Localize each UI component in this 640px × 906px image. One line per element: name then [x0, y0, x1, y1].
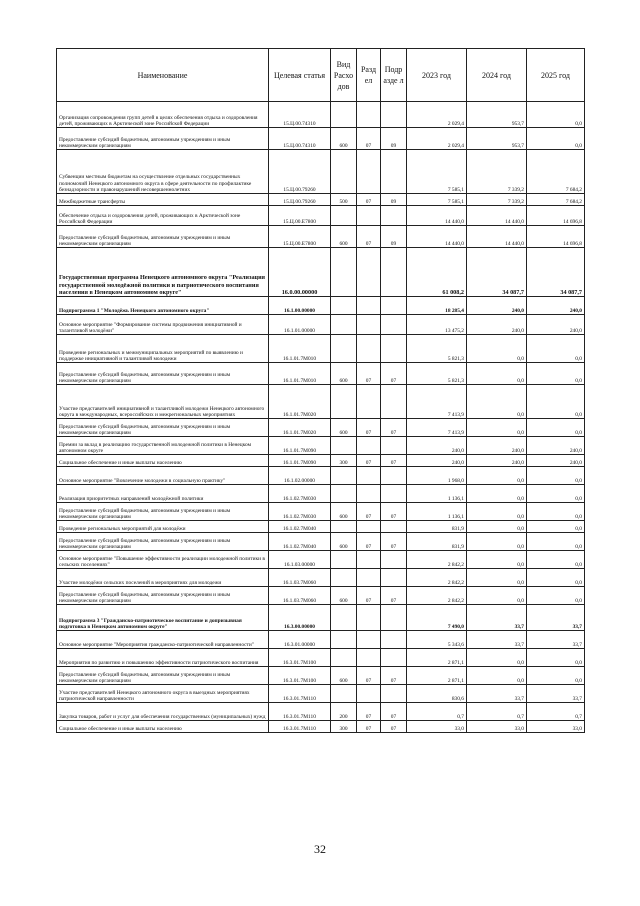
row-target-cell: 16.1.01.00000	[269, 315, 331, 335]
row-target-cell: 16.3.01.7М100	[269, 667, 331, 685]
col-2025-header: 2025 год	[527, 49, 585, 102]
row-rz-cell	[357, 631, 381, 649]
row-2025-cell: 0,0	[527, 128, 585, 150]
table-row	[57, 533, 585, 551]
row-vr-cell	[331, 248, 357, 297]
row-2024-cell: 953,7	[467, 102, 527, 128]
row-2023-cell: 1 136,1	[407, 503, 467, 521]
row-2025-cell: 0,0	[527, 521, 585, 533]
row-2024-cell: 0,0	[467, 335, 527, 363]
row-2025-cell: 33,0	[527, 721, 585, 733]
col-pr-header: Подр азде л	[381, 49, 407, 102]
table-row	[57, 467, 585, 485]
row-vr-cell	[331, 485, 357, 503]
row-target-cell: 16.1.01.7М090	[269, 455, 331, 467]
row-vr-cell: 600	[331, 533, 357, 551]
row-2025-cell: 0,0	[527, 551, 585, 569]
row-2024-cell: 33,0	[467, 721, 527, 733]
row-2023-cell: 5 343,6	[407, 631, 467, 649]
row-2024-cell: 0,0	[467, 569, 527, 587]
row-target-cell: 16.1.02.7М040	[269, 533, 331, 551]
row-name-cell: Предоставление субсидий бюджетным, автономным учреждениям и иным некоммерческим организациям	[57, 587, 269, 605]
row-rz-cell: 07	[357, 503, 381, 521]
row-pr-cell: 07	[381, 363, 407, 385]
row-vr-cell: 300	[331, 455, 357, 467]
row-pr-cell	[381, 335, 407, 363]
row-pr-cell	[381, 150, 407, 194]
table-row	[57, 206, 585, 226]
row-2023-cell: 2 029,4	[407, 128, 467, 150]
row-2025-cell: 240,0	[527, 297, 585, 315]
row-2024-cell: 0,0	[467, 667, 527, 685]
table-row	[57, 721, 585, 733]
row-rz-cell: 07	[357, 363, 381, 385]
row-rz-cell	[357, 315, 381, 335]
row-rz-cell: 07	[357, 455, 381, 467]
row-name-cell: Социальное обеспечение и иные выплаты населению	[57, 455, 269, 467]
row-pr-cell	[381, 206, 407, 226]
table-row	[57, 631, 585, 649]
row-2023-cell: 830,6	[407, 685, 467, 703]
row-target-cell: 15.Ц.00.74310	[269, 102, 331, 128]
row-2025-cell: 0,0	[527, 335, 585, 363]
row-2024-cell: 7 339,2	[467, 194, 527, 206]
row-2023-cell: 7 413,9	[407, 385, 467, 419]
row-2023-cell: 2 871,1	[407, 667, 467, 685]
row-rz-cell	[357, 649, 381, 667]
row-2025-cell: 33,7	[527, 685, 585, 703]
row-vr-cell	[331, 297, 357, 315]
row-2023-cell: 1 136,1	[407, 485, 467, 503]
page-number: 32	[314, 842, 326, 856]
table-row	[57, 297, 585, 315]
row-pr-cell	[381, 521, 407, 533]
row-2025-cell: 33,7	[527, 631, 585, 649]
row-pr-cell	[381, 685, 407, 703]
row-name-cell: Основное мероприятие "Повышение эффективности реализации молодежной политики в сельских поселениях"	[57, 551, 269, 569]
table-row	[57, 385, 585, 419]
row-2024-cell: 0,0	[467, 485, 527, 503]
row-2023-cell: 18 285,4	[407, 297, 467, 315]
row-target-cell: 16.1.01.7М020	[269, 419, 331, 437]
row-vr-cell: 600	[331, 128, 357, 150]
col-rz-header: Разд ел	[357, 49, 381, 102]
row-2023-cell: 7 585,1	[407, 150, 467, 194]
table-row	[57, 315, 585, 335]
row-vr-cell	[331, 631, 357, 649]
row-rz-cell: 07	[357, 533, 381, 551]
row-pr-cell: 07	[381, 721, 407, 733]
table-row	[57, 226, 585, 248]
row-target-cell: 16.0.00.00000	[269, 248, 331, 297]
row-pr-cell	[381, 437, 407, 455]
row-name-cell: Обеспечение отдыха и оздоровления детей, проживающих в Арктической зоне Российской Федерации	[57, 206, 269, 226]
row-rz-cell	[357, 437, 381, 455]
row-rz-cell	[357, 569, 381, 587]
table-row	[57, 587, 585, 605]
row-rz-cell: 07	[357, 703, 381, 721]
row-pr-cell	[381, 485, 407, 503]
row-pr-cell	[381, 248, 407, 297]
row-vr-cell: 300	[331, 721, 357, 733]
row-2025-cell: 0,0	[527, 419, 585, 437]
row-2023-cell: 14 440,0	[407, 226, 467, 248]
row-2025-cell: 0,0	[527, 503, 585, 521]
row-pr-cell: 07	[381, 419, 407, 437]
row-pr-cell: 07	[381, 533, 407, 551]
row-2025-cell: 0,0	[527, 649, 585, 667]
row-name-cell: Основное мероприятие "Мероприятия гражданско-патриотической направленности"	[57, 631, 269, 649]
table-row	[57, 521, 585, 533]
row-rz-cell	[357, 248, 381, 297]
row-2023-cell: 0,7	[407, 703, 467, 721]
row-name-cell: Мероприятия по развитию и повышению эффективности патриотического воспитания	[57, 649, 269, 667]
table-row	[57, 569, 585, 587]
row-2024-cell: 14 440,0	[467, 226, 527, 248]
table-row	[57, 102, 585, 128]
row-2023-cell: 5 821,3	[407, 363, 467, 385]
row-vr-cell: 500	[331, 194, 357, 206]
row-2025-cell: 0,0	[527, 569, 585, 587]
table-row	[57, 485, 585, 503]
row-2024-cell: 7 339,2	[467, 150, 527, 194]
row-pr-cell: 07	[381, 667, 407, 685]
row-name-cell: Предоставление субсидий бюджетным, автономным учреждениям и иным некоммерческим организациям	[57, 226, 269, 248]
row-pr-cell	[381, 315, 407, 335]
row-target-cell: 15.Ц.00.79260	[269, 150, 331, 194]
row-pr-cell: 09	[381, 128, 407, 150]
row-vr-cell	[331, 521, 357, 533]
table-row	[57, 248, 585, 297]
row-2023-cell: 5 821,3	[407, 335, 467, 363]
row-2023-cell: 2 871,1	[407, 649, 467, 667]
row-vr-cell	[331, 385, 357, 419]
row-name-cell: Участие представителей Ненецкого автономного округа в выездных мероприятиях патриотической направленности	[57, 685, 269, 703]
table-row	[57, 363, 585, 385]
row-pr-cell: 07	[381, 503, 407, 521]
row-2023-cell: 7 585,1	[407, 194, 467, 206]
row-name-cell: Участие молодёжи сельских поселений в мероприятиях для молодежи	[57, 569, 269, 587]
row-name-cell: Основное мероприятие "Вовлечение молодежи в социальную практику"	[57, 467, 269, 485]
row-name-cell: Межбюджетные трансферты	[57, 194, 269, 206]
row-rz-cell: 07	[357, 128, 381, 150]
row-pr-cell	[381, 297, 407, 315]
row-vr-cell: 600	[331, 667, 357, 685]
row-2023-cell: 33,0	[407, 721, 467, 733]
row-pr-cell	[381, 605, 407, 631]
row-name-cell: Предоставление субсидий бюджетным, автономным учреждениям и иным некоммерческим организациям	[57, 128, 269, 150]
row-pr-cell	[381, 551, 407, 569]
row-rz-cell	[357, 551, 381, 569]
row-2023-cell: 14 440,0	[407, 206, 467, 226]
row-2025-cell: 7 684,2	[527, 194, 585, 206]
row-2023-cell: 240,0	[407, 455, 467, 467]
row-name-cell: Проведение региональных мероприятий для молодёжи	[57, 521, 269, 533]
row-target-cell: 16.3.01.7М110	[269, 703, 331, 721]
row-pr-cell	[381, 467, 407, 485]
row-vr-cell: 600	[331, 226, 357, 248]
row-2024-cell: 240,0	[467, 297, 527, 315]
row-name-cell: Премии за вклад в реализацию государственной молодежной политики в Ненецком автономном округе	[57, 437, 269, 455]
table-row	[57, 128, 585, 150]
table-row	[57, 437, 585, 455]
row-2025-cell: 0,0	[527, 102, 585, 128]
row-target-cell: 16.1.02.7М030	[269, 485, 331, 503]
row-2025-cell: 0,0	[527, 385, 585, 419]
row-name-cell: Закупка товаров, работ и услуг для обеспечения государственных (муниципальных) нужд	[57, 703, 269, 721]
row-rz-cell	[357, 206, 381, 226]
row-rz-cell: 07	[357, 194, 381, 206]
row-rz-cell	[357, 685, 381, 703]
row-2024-cell: 34 087,7	[467, 248, 527, 297]
row-target-cell: 15.Ц.00.Е7800	[269, 226, 331, 248]
row-2024-cell: 33,7	[467, 685, 527, 703]
row-2024-cell: 0,0	[467, 551, 527, 569]
row-2025-cell: 33,7	[527, 605, 585, 631]
row-2023-cell: 2 842,2	[407, 569, 467, 587]
row-name-cell: Предоставление субсидий бюджетным, автономным учреждениям и иным некоммерческим организациям	[57, 419, 269, 437]
row-vr-cell: 600	[331, 503, 357, 521]
row-vr-cell	[331, 467, 357, 485]
table-row	[57, 649, 585, 667]
row-target-cell: 16.1.01.7М010	[269, 335, 331, 363]
row-vr-cell: 600	[331, 587, 357, 605]
row-2024-cell: 0,0	[467, 419, 527, 437]
table-row	[57, 194, 585, 206]
row-target-cell: 15.Ц.00.Е7800	[269, 206, 331, 226]
row-2023-cell: 1 968,0	[407, 467, 467, 485]
row-pr-cell	[381, 569, 407, 587]
row-2025-cell: 7 684,2	[527, 150, 585, 194]
row-2024-cell: 14 440,0	[467, 206, 527, 226]
row-vr-cell	[331, 102, 357, 128]
row-name-cell: Организация сопровождения групп детей в целях обеспечения отдыха и оздоровления детей, проживающих в Арктической зоне Российской Федерации	[57, 102, 269, 128]
row-vr-cell: 600	[331, 363, 357, 385]
row-pr-cell	[381, 102, 407, 128]
row-vr-cell	[331, 649, 357, 667]
row-rz-cell: 07	[357, 419, 381, 437]
table-row	[57, 667, 585, 685]
row-target-cell: 16.1.03.7М060	[269, 569, 331, 587]
row-target-cell: 16.1.03.00000	[269, 551, 331, 569]
row-2024-cell: 240,0	[467, 437, 527, 455]
row-pr-cell: 07	[381, 455, 407, 467]
row-2023-cell: 2 842,2	[407, 551, 467, 569]
table-row	[57, 685, 585, 703]
row-pr-cell	[381, 631, 407, 649]
row-2025-cell: 240,0	[527, 455, 585, 467]
row-target-cell: 16.3.01.7М110	[269, 721, 331, 733]
table-row	[57, 419, 585, 437]
row-pr-cell: 09	[381, 194, 407, 206]
row-vr-cell	[331, 685, 357, 703]
row-name-cell: Государственная программа Ненецкого автономного округа "Реализация государственной молодёжной политики и патриотического воспитания населения в Ненецком автономном округе"	[57, 248, 269, 297]
col-target-header: Целевая статья	[269, 49, 331, 102]
row-2024-cell: 0,0	[467, 363, 527, 385]
row-vr-cell: 200	[331, 703, 357, 721]
row-target-cell: 16.1.01.7М010	[269, 363, 331, 385]
table-row	[57, 605, 585, 631]
row-2025-cell: 0,0	[527, 533, 585, 551]
row-rz-cell	[357, 485, 381, 503]
row-2025-cell: 240,0	[527, 315, 585, 335]
row-rz-cell: 07	[357, 587, 381, 605]
row-2024-cell: 0,0	[467, 385, 527, 419]
row-2023-cell: 61 008,2	[407, 248, 467, 297]
table-row	[57, 455, 585, 467]
col-2024-header: 2024 год	[467, 49, 527, 102]
row-name-cell: Проведение региональных и межмуниципальных мероприятий по выявлению и поддержке инициативной и талантливой молодежи	[57, 335, 269, 363]
row-vr-cell	[331, 315, 357, 335]
row-target-cell: 16.1.03.7М060	[269, 587, 331, 605]
row-target-cell: 16.1.01.7М090	[269, 437, 331, 455]
row-target-cell: 16.3.01.7М110	[269, 685, 331, 703]
row-2025-cell: 240,0	[527, 437, 585, 455]
row-rz-cell: 07	[357, 721, 381, 733]
row-name-cell: Предоставление субсидий бюджетным, автономным учреждениям и иным некоммерческим организациям	[57, 503, 269, 521]
row-pr-cell: 09	[381, 226, 407, 248]
row-target-cell: 16.3.01.00000	[269, 631, 331, 649]
table-row	[57, 551, 585, 569]
table-body	[57, 102, 585, 733]
row-rz-cell	[357, 297, 381, 315]
row-vr-cell	[331, 206, 357, 226]
row-2023-cell: 2 029,4	[407, 102, 467, 128]
row-target-cell: 16.1.02.7М030	[269, 503, 331, 521]
row-target-cell: 16.1.01.7М020	[269, 385, 331, 419]
row-target-cell: 16.1.02.7М040	[269, 521, 331, 533]
row-name-cell: Участие представителей инициативной и талантливой молодежи Ненецкого автономного округа в международных, всероссийских и межрегиональных мероприятиях	[57, 385, 269, 419]
row-2023-cell: 831,9	[407, 521, 467, 533]
col-name-header: Наименование	[57, 49, 269, 102]
row-2025-cell: 0,0	[527, 667, 585, 685]
row-2025-cell: 0,0	[527, 467, 585, 485]
row-name-cell: Предоставление субсидий бюджетным, автономным учреждениям и иным некоммерческим организациям	[57, 667, 269, 685]
row-vr-cell	[331, 437, 357, 455]
row-name-cell: Субвенции местным бюджетам на осуществление отдельных государственных полномочий Ненецкого автономного округа в сфере деятельности по профилактике безнадзорности и правонарушений несовершеннолетних	[57, 150, 269, 194]
col-2023-header: 2023 год	[407, 49, 467, 102]
row-2024-cell: 0,7	[467, 703, 527, 721]
row-2024-cell: 33,7	[467, 631, 527, 649]
row-rz-cell	[357, 467, 381, 485]
table-row	[57, 150, 585, 194]
row-rz-cell	[357, 521, 381, 533]
row-2023-cell: 7 413,9	[407, 419, 467, 437]
row-2025-cell: 14 696,8	[527, 206, 585, 226]
row-target-cell: 15.Ц.00.74310	[269, 128, 331, 150]
row-name-cell: Основное мероприятие "Формирование системы продвижения инициативной и талантливой молодёжи"	[57, 315, 269, 335]
row-2024-cell: 0,0	[467, 587, 527, 605]
table-header	[57, 49, 585, 102]
row-target-cell: 16.1.02.00000	[269, 467, 331, 485]
table-row	[57, 703, 585, 721]
row-2024-cell: 0,0	[467, 467, 527, 485]
row-name-cell: Предоставление субсидий бюджетным, автономным учреждениям и иным некоммерческим организациям	[57, 533, 269, 551]
row-vr-cell	[331, 150, 357, 194]
row-rz-cell	[357, 150, 381, 194]
row-2025-cell: 14 696,8	[527, 226, 585, 248]
row-2025-cell: 34 087,7	[527, 248, 585, 297]
row-2025-cell: 0,0	[527, 587, 585, 605]
row-2025-cell: 0,0	[527, 485, 585, 503]
row-name-cell: Реализация приоритетных направлений молодёжной политики	[57, 485, 269, 503]
row-vr-cell	[331, 551, 357, 569]
row-2023-cell: 7 490,0	[407, 605, 467, 631]
table-row	[57, 503, 585, 521]
row-vr-cell: 600	[331, 419, 357, 437]
row-target-cell: 16.3.00.00000	[269, 605, 331, 631]
row-2024-cell: 953,7	[467, 128, 527, 150]
row-2024-cell: 240,0	[467, 315, 527, 335]
row-2023-cell: 13 475,2	[407, 315, 467, 335]
row-rz-cell	[357, 102, 381, 128]
row-pr-cell	[381, 385, 407, 419]
row-name-cell: Социальное обеспечение и иные выплаты населению	[57, 721, 269, 733]
row-2024-cell: 0,0	[467, 533, 527, 551]
row-vr-cell	[331, 335, 357, 363]
col-vr-header: Вид Расхо дов	[331, 49, 357, 102]
row-2023-cell: 240,0	[407, 437, 467, 455]
budget-table	[56, 48, 585, 733]
row-target-cell: 16.3.01.7М100	[269, 649, 331, 667]
row-2024-cell: 33,7	[467, 605, 527, 631]
row-rz-cell: 07	[357, 226, 381, 248]
row-pr-cell: 07	[381, 703, 407, 721]
row-pr-cell	[381, 649, 407, 667]
row-rz-cell	[357, 335, 381, 363]
row-vr-cell	[331, 605, 357, 631]
row-2024-cell: 240,0	[467, 455, 527, 467]
row-2024-cell: 0,0	[467, 521, 527, 533]
row-2024-cell: 0,0	[467, 649, 527, 667]
row-target-cell: 15.Ц.00.79260	[269, 194, 331, 206]
row-name-cell: Подпрограмма 1 "Молодёжь Ненецкого автономного округа"	[57, 297, 269, 315]
row-target-cell: 16.1.00.00000	[269, 297, 331, 315]
row-name-cell: Предоставление субсидий бюджетным, автономным учреждениям и иным некоммерческим организациям	[57, 363, 269, 385]
row-2023-cell: 2 842,2	[407, 587, 467, 605]
row-2024-cell: 0,0	[467, 503, 527, 521]
row-vr-cell	[331, 569, 357, 587]
row-2025-cell: 0,0	[527, 363, 585, 385]
row-name-cell: Подпрограмма 3 "Гражданско-патриотическое воспитание и допризывная подготовка в Ненецком автономном округе"	[57, 605, 269, 631]
row-2025-cell: 0,7	[527, 703, 585, 721]
row-rz-cell	[357, 605, 381, 631]
table-row	[57, 335, 585, 363]
row-pr-cell: 07	[381, 587, 407, 605]
row-rz-cell: 07	[357, 667, 381, 685]
row-rz-cell	[357, 385, 381, 419]
row-2023-cell: 831,9	[407, 533, 467, 551]
